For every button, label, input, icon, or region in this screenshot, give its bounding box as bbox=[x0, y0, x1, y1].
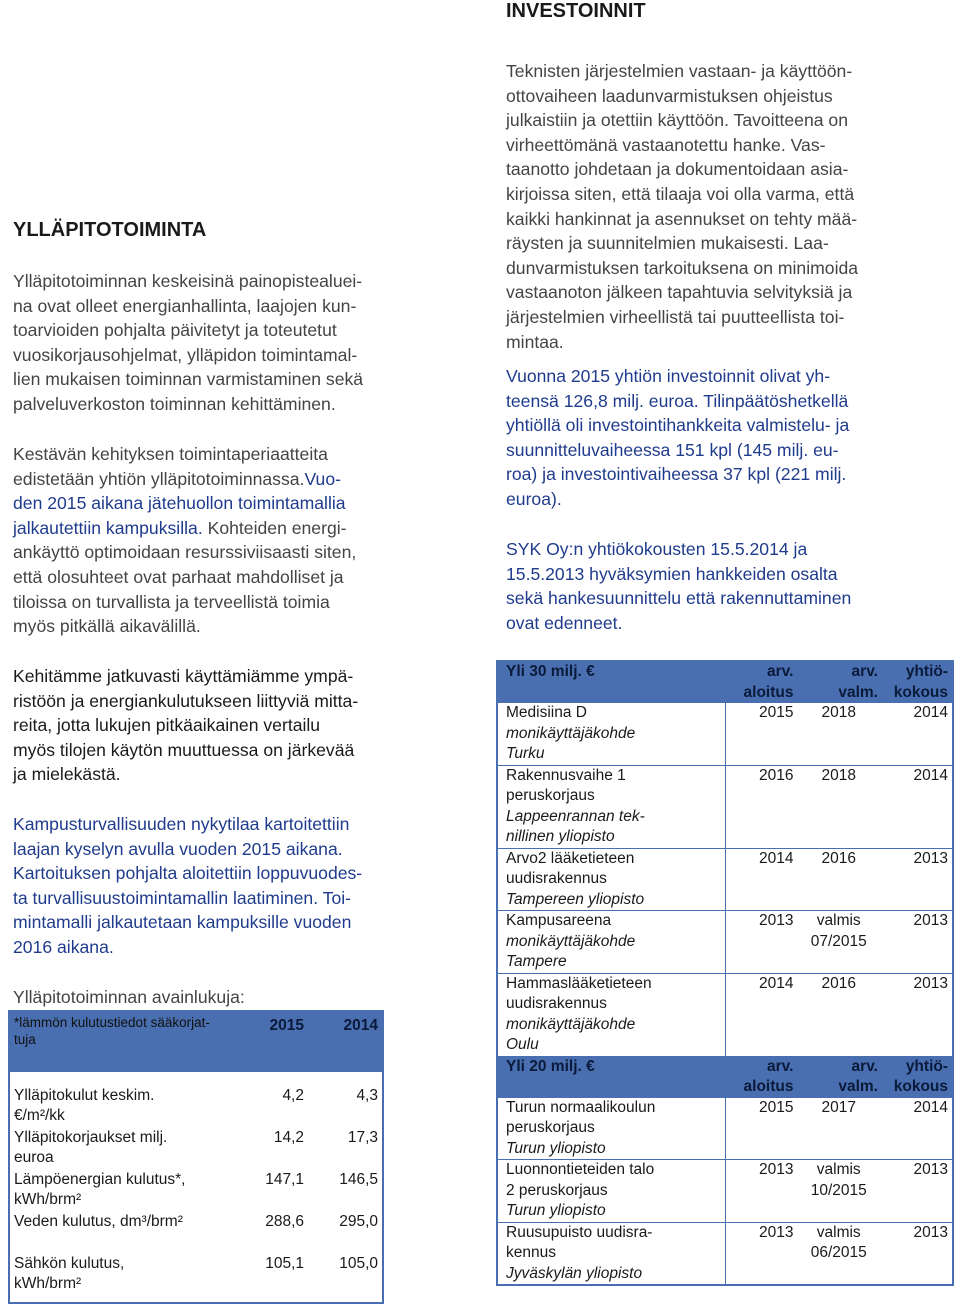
paragraph-metrics: Kehitämme jatkuvasti käyttämiämme ympä- ristöön ja energiankulutukseen liittyviä mitta- reita, jotta lukujen pitkäaikainen vertailu myös tilojen käytön muuttuessa on järkevää ja mielekästä. bbox=[13, 666, 359, 785]
paragraph-sustainability-a: Kestävän kehityksen toimintaperiaatteita edistetään yhtiön ylläpitotoiminnassa. bbox=[13, 444, 328, 489]
project-type: monikäyttäjäkohde bbox=[506, 932, 636, 950]
kpi-value-2014: 4,3 bbox=[356, 1087, 378, 1104]
kpi-row bbox=[9, 1126, 383, 1168]
project-start: 2013 bbox=[725, 911, 797, 974]
kpi-value-2014: 105,0 bbox=[339, 1255, 378, 1272]
project-row bbox=[497, 765, 953, 848]
project-cell bbox=[497, 1222, 725, 1285]
paragraph-sustainability-b: Vuo- den 2015 aikana jätehuollon toimintamallia jalkautettiin kampuksilla. bbox=[13, 468, 346, 538]
project-meeting: 2014 bbox=[880, 765, 953, 848]
project-name: Arvo2 lääketieteen uudisrakennus bbox=[506, 849, 635, 887]
project-start: 2014 bbox=[725, 973, 797, 1056]
project-meeting: 2014 bbox=[880, 703, 953, 765]
project-row bbox=[497, 911, 953, 974]
project-name: Rakennusvaihe 1 peruskorjaus bbox=[506, 766, 626, 804]
kpi-col-2014: 2014 bbox=[308, 1011, 383, 1072]
col-end-header: arv. valm. bbox=[797, 1056, 880, 1098]
group-title: Yli 20 milj. € bbox=[497, 1056, 725, 1098]
project-end: valmis 10/2015 bbox=[797, 1160, 880, 1223]
paragraph-campus-safety: Kampusturvallisuuden nykytilaa kartoitettiin laajan kyselyn avulla vuoden 2015 aikana. Kartoituksen pohjalta aloitettiin loppuvuodes- ta turvallisuustoimintamallin laatiminen. Toi- mintamalli jalkautetaan kampuksille vuoden 2016 aikana. bbox=[13, 814, 363, 957]
project-row bbox=[497, 1098, 953, 1160]
project-org: Turun yliopisto bbox=[506, 1202, 606, 1219]
kpi-label: Lämpöenergian kulutus*, kWh/brm² bbox=[14, 1171, 186, 1208]
section-title-yllapitotoiminta: YLLÄPITOTOIMINTA bbox=[13, 219, 207, 241]
col-end-header: arv. valm. bbox=[797, 661, 880, 703]
project-cell bbox=[497, 1160, 725, 1223]
project-cell bbox=[497, 1098, 725, 1160]
project-start: 2013 bbox=[725, 1160, 797, 1223]
project-type: monikäyttäjäkohde bbox=[506, 1015, 636, 1033]
kpi-label: Veden kulutus, dm³/brm² bbox=[14, 1213, 183, 1230]
kpi-value-2014: 295,0 bbox=[339, 1213, 378, 1230]
project-org: Turku bbox=[506, 745, 545, 762]
project-end: 2016 bbox=[797, 973, 880, 1056]
kpi-label: Sähkön kulutus, kWh/brm² bbox=[14, 1255, 125, 1292]
project-end: 2016 bbox=[797, 848, 880, 911]
project-meeting: 2013 bbox=[880, 848, 953, 911]
project-type: monikäyttäjäkohde bbox=[506, 724, 636, 742]
paragraph-quality-assurance: Teknisten järjestelmien vastaan- ja käyttöön- ottovaiheen laadunvarmistuksen ohjeistus julkaistiin ja otettiin käyttöön. Tavoitteena on virheettömänä vastaanotettu hanke. Vas- taanotto johdetaan ja dokumentoidaan asia- kirjoissa siten, että tilaaja voi olla varma, että kaikki hankinnat ja asennukset on tehty mää- räysten ja suunnitelmien mukaisesti. Laa- dunvarmistuksen tarkoituksena on minimoida vastaanoton jälkeen tapahtuvia selvityksiä ja järjestelmien virheellistä tai puutteellista toi- mintaa. bbox=[506, 61, 859, 352]
project-meeting: 2013 bbox=[880, 1160, 953, 1223]
project-name: Medisiina D bbox=[506, 704, 587, 721]
kpi-label: Ylläpitokulut keskim. €/m²/kk bbox=[14, 1087, 155, 1124]
project-row bbox=[497, 703, 953, 765]
paragraph-investments: Vuonna 2015 yhtiön investoinnit olivat yh- teensä 126,8 milj. euroa. Tilinpäätöshetkellä yhtiöllä oli investointihankkeita valmistelu- ja suunnitteluvaiheessa 151 kpl (145 milj. eu- roa) ja investointivaiheessa 37 kpl (221 milj. euroa). bbox=[506, 366, 850, 509]
projects-table bbox=[496, 660, 954, 1286]
project-cell bbox=[497, 765, 725, 848]
kpi-label: Ylläpitokorjaukset milj. euroa bbox=[14, 1129, 168, 1166]
project-org: Lappeenrannan tek- nillinen yliopisto bbox=[506, 807, 645, 845]
group-title: Yli 30 milj. € bbox=[497, 661, 725, 703]
project-start: 2016 bbox=[725, 765, 797, 848]
col-meeting-header: yhtiö- kokous bbox=[880, 661, 953, 703]
kpi-value-2015: 288,6 bbox=[265, 1213, 304, 1230]
col-start-header: arv. aloitus bbox=[725, 661, 797, 703]
project-name: Turun normaalikoulun peruskorjaus bbox=[506, 1098, 656, 1136]
project-meeting: 2013 bbox=[913, 1223, 948, 1241]
project-start: 2015 bbox=[725, 703, 797, 765]
project-row bbox=[497, 848, 953, 911]
project-row bbox=[497, 973, 953, 1056]
projects-group-header bbox=[497, 1056, 953, 1098]
kpi-table-header bbox=[9, 1011, 383, 1072]
kpi-value-2014: 146,5 bbox=[339, 1171, 378, 1188]
project-org: Oulu bbox=[506, 1036, 539, 1053]
project-start: 2015 bbox=[725, 1098, 797, 1160]
project-cell bbox=[497, 911, 725, 974]
project-org: Turun yliopisto bbox=[506, 1139, 606, 1157]
page-section-title: INVESTOINNIT bbox=[506, 0, 646, 22]
project-start: 2013 bbox=[758, 1223, 794, 1241]
project-meeting: 2014 bbox=[880, 1098, 953, 1160]
project-meeting: 2013 bbox=[880, 973, 953, 1056]
project-row bbox=[497, 1160, 953, 1223]
project-row bbox=[497, 1222, 953, 1285]
project-org: Tampere bbox=[506, 953, 567, 970]
project-meeting: 2013 bbox=[880, 911, 953, 974]
project-end: valmis 07/2015 bbox=[797, 911, 880, 974]
col-meeting-header: yhtiö- kokous bbox=[880, 1056, 953, 1098]
kpi-title: Ylläpitotoiminnan avainlukuja: bbox=[13, 987, 245, 1007]
kpi-row bbox=[9, 1168, 383, 1210]
project-start: 2014 bbox=[725, 848, 797, 911]
paragraph-approved-projects: SYK Oy:n yhtiökokousten 15.5.2014 ja 15.5.2013 hyväksymien hankkeiden osalta sekä hankesuunnittelu että rakennuttaminen ovat edenneet. bbox=[506, 539, 852, 633]
kpi-row bbox=[9, 1084, 383, 1126]
paragraph-sustainability bbox=[13, 442, 443, 639]
paragraph-sustainability-c: Kohteiden energi- ankäyttö optimoidaan resurssiviisaasti siten, että olosuhteet ovat parhaat mahdolliset ja tiloissa on turvallista ja terveellistä toimia myös pitkällä aikavälillä. bbox=[13, 517, 357, 637]
kpi-table bbox=[8, 1010, 384, 1304]
project-end: valmis 06/2015 bbox=[810, 1223, 867, 1261]
project-end: 2018 bbox=[797, 703, 880, 765]
project-cell bbox=[497, 848, 725, 911]
kpi-row bbox=[9, 1210, 383, 1252]
project-name: Hammaslääketieteen uudisrakennus bbox=[506, 974, 652, 1012]
project-cell bbox=[497, 973, 725, 1056]
project-name: Ruusupuisto uudisra- kennus bbox=[506, 1223, 653, 1261]
projects-group-header bbox=[497, 661, 953, 703]
col-start-header: arv. aloitus bbox=[725, 1056, 797, 1098]
project-cell bbox=[497, 703, 725, 765]
kpi-value-2015: 147,1 bbox=[265, 1171, 304, 1188]
project-org: Tampereen yliopisto bbox=[506, 890, 645, 908]
kpi-note: *lämmön kulutustiedot sääkorjat- tuja bbox=[9, 1011, 234, 1072]
kpi-row bbox=[9, 1252, 383, 1303]
kpi-value-2015: 4,2 bbox=[282, 1087, 304, 1104]
project-end: 2017 bbox=[797, 1098, 880, 1160]
kpi-value-2014: 17,3 bbox=[347, 1129, 378, 1146]
project-name: Kampusareena bbox=[506, 912, 612, 929]
kpi-value-2015: 105,1 bbox=[265, 1255, 304, 1272]
paragraph-priorities: Ylläpitotoiminnan keskeisinä painopistealuei- na ovat olleet energianhallinta, laajojen kun- toarvioiden pohjalta päivitetyt ja toteutetut vuosikorjausohjelmat, ylläpidon toimintamal- lien mukaisen toiminnan varmistaminen sekä palveluverkoston toiminnan kehittäminen. bbox=[13, 271, 364, 414]
kpi-col-2015: 2015 bbox=[234, 1011, 308, 1072]
project-org: Jyväskylän yliopisto bbox=[506, 1264, 643, 1282]
project-name: Luonnontieteiden talo 2 peruskorjaus bbox=[506, 1161, 655, 1199]
project-end: 2018 bbox=[797, 765, 880, 848]
kpi-value-2015: 14,2 bbox=[273, 1129, 304, 1146]
